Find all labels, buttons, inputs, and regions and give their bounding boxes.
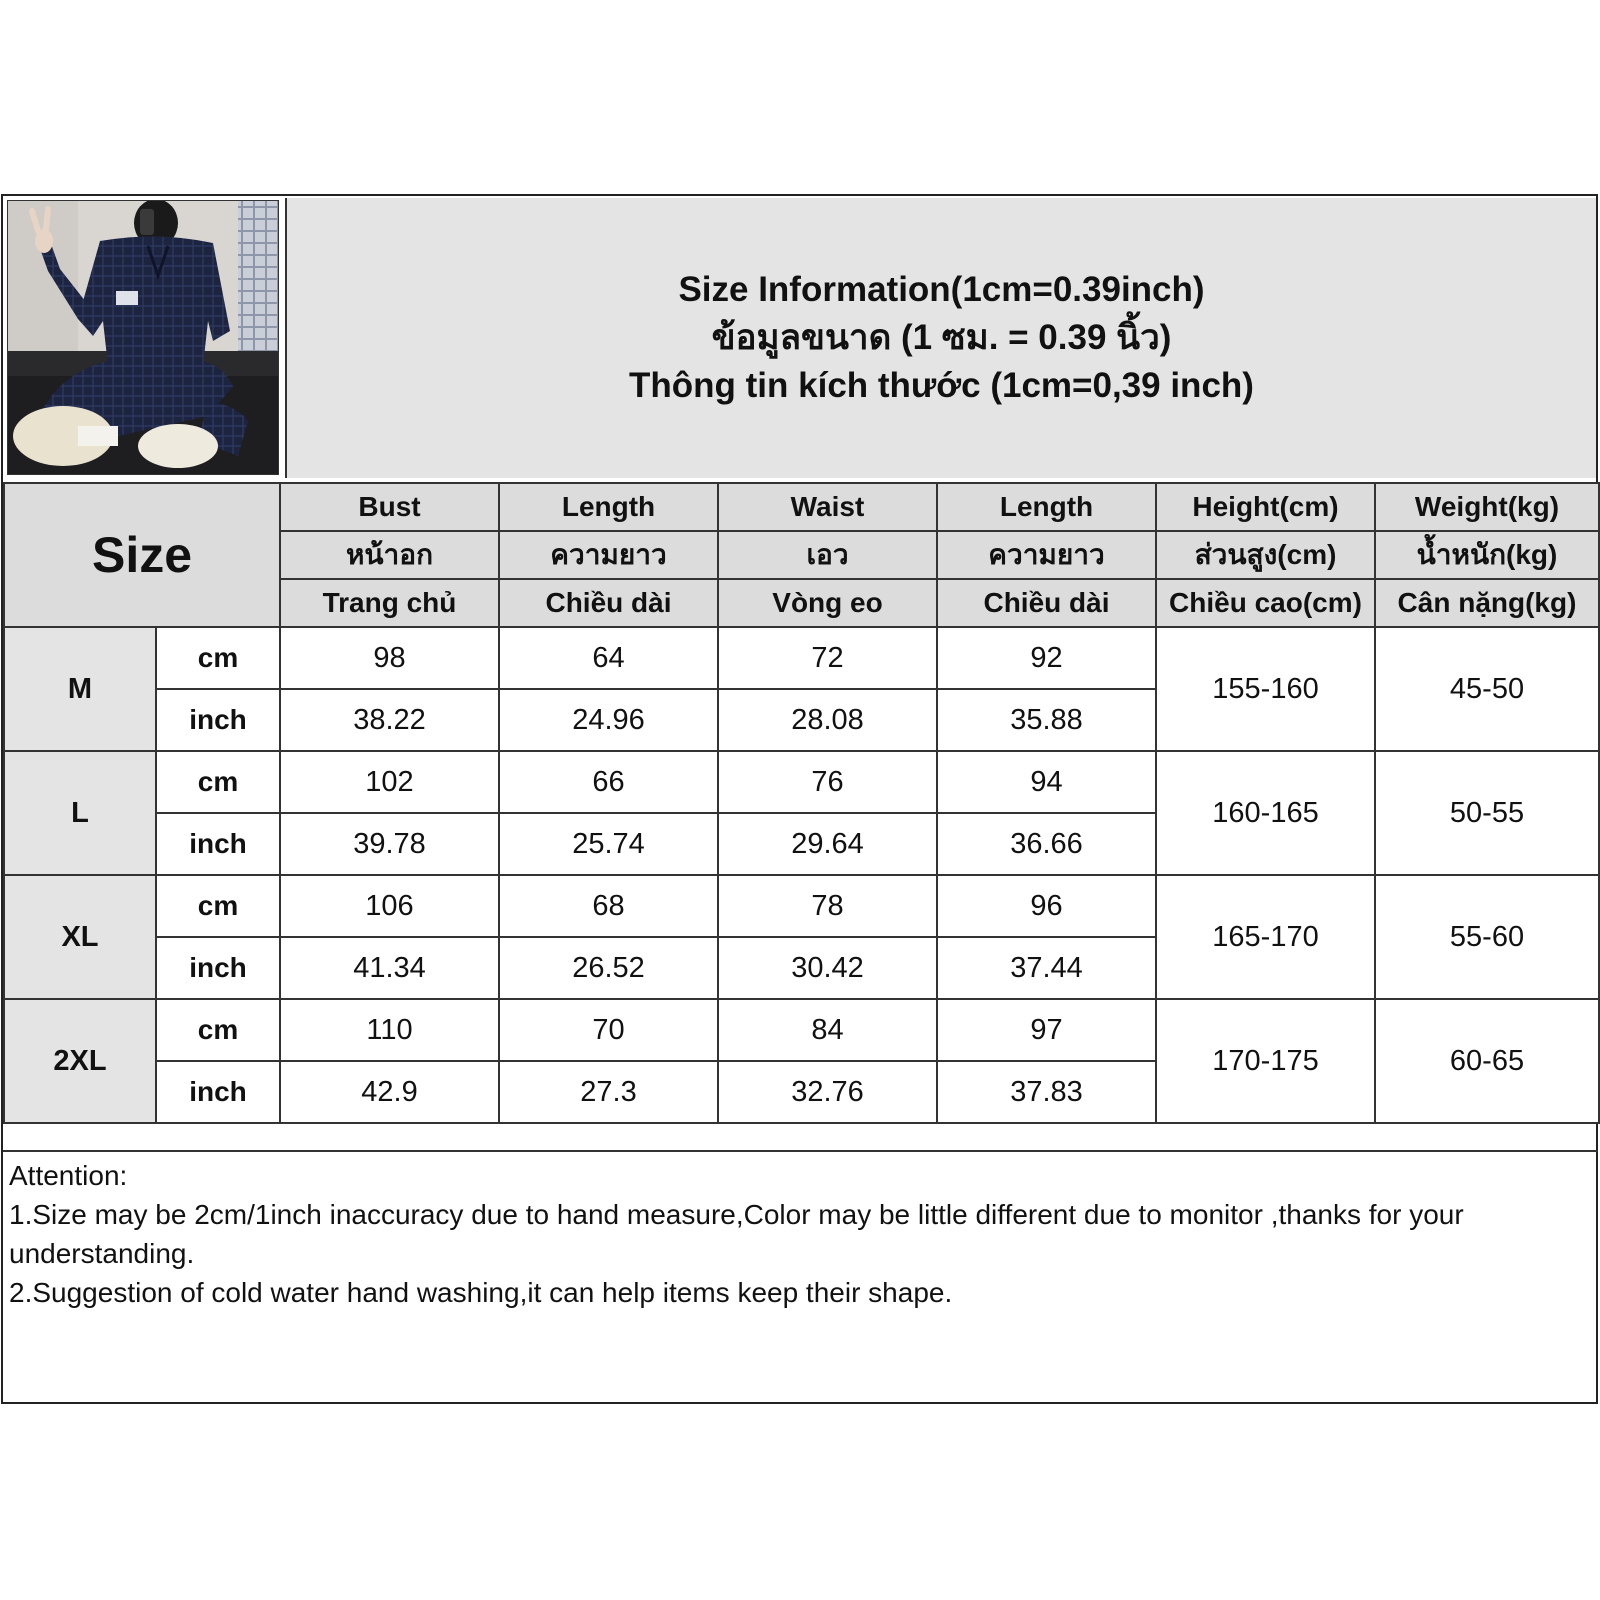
unit-cm: cm	[156, 875, 280, 937]
table-cell: 72	[718, 627, 937, 689]
note-item: 1.Size may be 2cm/1inch inaccuracy due to hand measure,Color may be little different due to monitor ,thanks for your understanding.	[9, 1199, 1464, 1269]
table-cell: 25.74	[499, 813, 718, 875]
size-label-l: L	[4, 751, 156, 875]
table-row	[4, 999, 1599, 1061]
size-table	[3, 482, 1600, 1124]
height-range: 170-175	[1156, 999, 1375, 1123]
table-cell: 64	[499, 627, 718, 689]
height-range: 160-165	[1156, 751, 1375, 875]
table-cell: 42.9	[280, 1061, 499, 1123]
table-cell: 26.52	[499, 937, 718, 999]
header-row-en	[4, 483, 1599, 531]
col-header-weight-th: น้ำหนัก(kg)	[1375, 531, 1599, 579]
table-cell: 41.34	[280, 937, 499, 999]
size-chart-sheet	[1, 194, 1598, 1404]
table-cell: 78	[718, 875, 937, 937]
col-header-pants-length-vi: Chiều dài	[937, 579, 1156, 627]
table-cell: 38.22	[280, 689, 499, 751]
unit-inch: inch	[156, 689, 280, 751]
table-cell: 98	[280, 627, 499, 689]
size-label-m: M	[4, 627, 156, 751]
table-cell: 94	[937, 751, 1156, 813]
weight-range: 50-55	[1375, 751, 1599, 875]
col-header-waist-en: Waist	[718, 483, 937, 531]
table-row	[4, 627, 1599, 689]
table-cell: 39.78	[280, 813, 499, 875]
table-cell: 37.44	[937, 937, 1156, 999]
table-cell: 35.88	[937, 689, 1156, 751]
product-photo-image	[8, 201, 278, 474]
weight-range: 60-65	[1375, 999, 1599, 1123]
height-range: 165-170	[1156, 875, 1375, 999]
weight-range: 45-50	[1375, 627, 1599, 751]
table-cell: 68	[499, 875, 718, 937]
table-cell: 29.64	[718, 813, 937, 875]
attention-notes	[3, 1150, 1598, 1402]
size-info-title	[285, 198, 1596, 478]
unit-inch: inch	[156, 1061, 280, 1123]
table-cell: 96	[937, 875, 1156, 937]
product-photo	[7, 200, 279, 475]
title-english: Size Information(1cm=0.39inch)	[678, 270, 1205, 309]
unit-cm: cm	[156, 751, 280, 813]
table-row	[4, 875, 1599, 937]
note-item: 2.Suggestion of cold water hand washing,it can help items keep their shape.	[9, 1277, 953, 1308]
col-header-height-vi: Chiều cao(cm)	[1156, 579, 1375, 627]
table-cell: 106	[280, 875, 499, 937]
col-header-waist-vi: Vòng eo	[718, 579, 937, 627]
table-cell: 102	[280, 751, 499, 813]
table-cell: 27.3	[499, 1061, 718, 1123]
table-cell: 92	[937, 627, 1156, 689]
table-cell: 97	[937, 999, 1156, 1061]
col-header-weight-en: Weight(kg)	[1375, 483, 1599, 531]
col-header-pants-length-th: ความยาว	[937, 531, 1156, 579]
title-vietnamese: Thông tin kích thước (1cm=0,39 inch)	[629, 366, 1254, 405]
col-header-weight-vi: Cân nặng(kg)	[1375, 579, 1599, 627]
unit-cm: cm	[156, 627, 280, 689]
table-row	[4, 751, 1599, 813]
table-cell: 70	[499, 999, 718, 1061]
col-header-waist-th: เอว	[718, 531, 937, 579]
size-column-header: Size	[4, 483, 280, 627]
table-cell: 24.96	[499, 689, 718, 751]
table-cell: 84	[718, 999, 937, 1061]
col-header-top-length-vi: Chiều dài	[499, 579, 718, 627]
table-cell: 30.42	[718, 937, 937, 999]
weight-range: 55-60	[1375, 875, 1599, 999]
table-cell: 36.66	[937, 813, 1156, 875]
col-header-bust-vi: Trang chủ	[280, 579, 499, 627]
title-thai: ข้อมูลขนาด (1 ซม. = 0.39 นิ้ว)	[711, 318, 1172, 357]
col-header-height-th: ส่วนสูง(cm)	[1156, 531, 1375, 579]
table-cell: 37.83	[937, 1061, 1156, 1123]
col-header-top-length-th: ความยาว	[499, 531, 718, 579]
size-label-xl: XL	[4, 875, 156, 999]
table-cell: 32.76	[718, 1061, 937, 1123]
unit-cm: cm	[156, 999, 280, 1061]
col-header-bust-en: Bust	[280, 483, 499, 531]
col-header-bust-th: หน้าอก	[280, 531, 499, 579]
table-cell: 66	[499, 751, 718, 813]
table-cell: 76	[718, 751, 937, 813]
col-header-top-length-en: Length	[499, 483, 718, 531]
col-header-height-en: Height(cm)	[1156, 483, 1375, 531]
height-range: 155-160	[1156, 627, 1375, 751]
unit-inch: inch	[156, 813, 280, 875]
table-cell: 28.08	[718, 689, 937, 751]
col-header-pants-length-en: Length	[937, 483, 1156, 531]
notes-heading: Attention:	[9, 1160, 128, 1191]
size-label-2xl: 2XL	[4, 999, 156, 1123]
unit-inch: inch	[156, 937, 280, 999]
table-cell: 110	[280, 999, 499, 1061]
